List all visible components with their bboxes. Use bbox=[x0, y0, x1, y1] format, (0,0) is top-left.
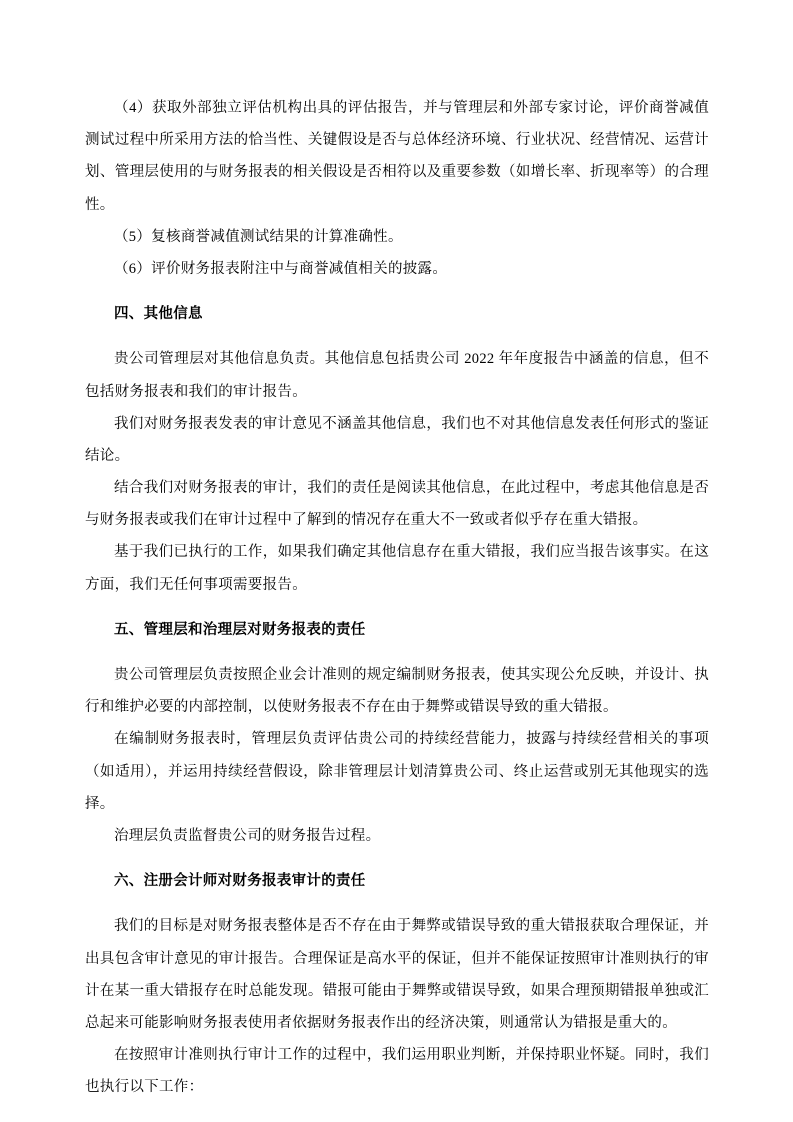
paragraph-other-info-2: 我们对财务报表发表的审计意见不涵盖其他信息，我们也不对其他信息发表任何形式的鉴证结论。 bbox=[85, 415, 709, 464]
paragraph-management-1: 贵公司管理层负责按照企业会计准则的规定编制财务报表，使其实现公允反映，并设计、执行和维护必要的内部控制，以使财务报表不存在由于舞弊或错误导致的重大错报。 bbox=[85, 667, 709, 716]
paragraph-auditor-2: 在按照审计准则执行审计工作的过程中，我们运用职业判断，并保持职业怀疑。同时，我们也执行以下工作： bbox=[85, 1047, 709, 1096]
paragraph-procedure-6: （6）评价财务报表附注中与商誉减值相关的披露。 bbox=[114, 260, 448, 277]
paragraph-other-info-1: 贵公司管理层对其他信息负责。其他信息包括贵公司 2022 年年度报告中涵盖的信息，但不包括财务报表和我们的审计报告。 bbox=[85, 351, 709, 400]
paragraph-other-info-3: 结合我们对财务报表的审计，我们的责任是阅读其他信息，在此过程中，考虑其他信息是否与财务报表或我们在审计过程中了解到的情况存在重大不一致或者似乎存在重大错报。 bbox=[85, 480, 709, 529]
section-heading-other-information: 四、其他信息 bbox=[114, 306, 203, 323]
paragraph-management-3: 治理层负责监督贵公司的财务报告过程。 bbox=[114, 827, 381, 844]
document-body bbox=[85, 92, 709, 1103]
paragraph-auditor-1: 我们的目标是对财务报表整体是否不存在由于舞弊或错误导致的重大错报获取合理保证，并出具包含审计意见的审计报告。合理保证是高水平的保证，但并不能保证按照审计准则执行的审计在某一重大错报存在时总能发现。错报可能由于舞弊或错误导致，如果合理预期错报单独或汇总起来可能影响财务报表使用者依据财务报表作出的经济决策，则通常认为错报是重大的。 bbox=[85, 918, 709, 1031]
section-heading-auditor-responsibility: 六、注册会计师对财务报表审计的责任 bbox=[114, 873, 366, 890]
paragraph-procedure-4: （4）获取外部独立评估机构出具的评估报告，并与管理层和外部专家讨论，评价商誉减值测试过程中所采用方法的恰当性、关键假设是否与总体经济环境、行业状况、经营情况、运营计划、管理层使用的与财务报表的相关假设是否相符以及重要参数（如增长率、折现率等）的合理性。 bbox=[85, 100, 709, 213]
paragraph-other-info-4: 基于我们已执行的工作，如果我们确定其他信息存在重大错报，我们应当报告该事实。在这方面，我们无任何事项需要报告。 bbox=[85, 544, 709, 593]
paragraph-management-2: 在编制财务报表时，管理层负责评估贵公司的持续经营能力，披露与持续经营相关的事项（如适用），并运用持续经营假设，除非管理层计划清算贵公司、终止运营或别无其他现实的选择。 bbox=[85, 731, 709, 812]
section-heading-management-responsibility: 五、管理层和治理层对财务报表的责任 bbox=[114, 621, 366, 638]
paragraph-procedure-5: （5）复核商誉减值测试结果的计算准确性。 bbox=[114, 228, 403, 245]
